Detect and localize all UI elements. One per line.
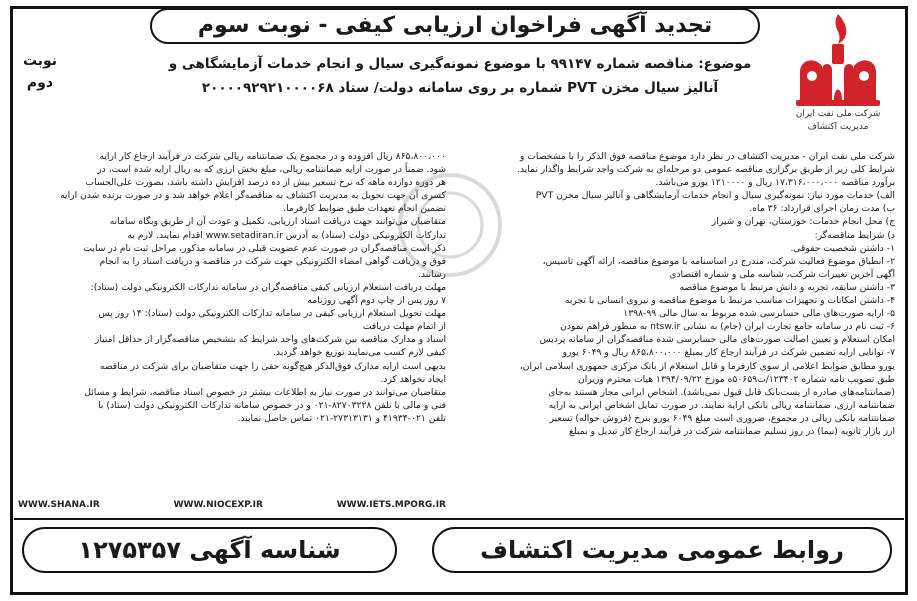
website-link-1[interactable]: WWW.IETS.MPORG.IR — [336, 500, 446, 510]
subject-heading — [155, 52, 765, 100]
paragraph-line: تلفن ۰۲۱-۴۱۹۳۴ و ۲۷۳۱۳۱۳۱-۰۲۱ تماس حاصل نمایند. — [237, 412, 446, 424]
footer-divider — [14, 518, 904, 520]
paragraph-line: آگهی آخرین تغییرات شرکت، شناسه ملی و شماره اقتصادی — [669, 268, 895, 280]
paragraph-line: هر دوره دوازده ماهه که نرخ تسعیر بیش از ده درصد افزایش داشته باشد، بصورت علی‌الحساب — [85, 177, 446, 189]
public-relations-signature: روابط عمومی مدیریت اکتشاف — [432, 527, 892, 573]
subject-line-2: آنالیز سیال مخزن PVT شماره بر روی سامانه دولت/ ستاد ۲۰۰۰۰۹۲۹۲۱۰۰۰۰۶۸ — [201, 80, 719, 96]
paragraph-line: مهلت تحویل استعلام ارزیابی کیفی در سامانه تدارکات الکترونیکی دولت (ستاد): ۱۴ روز پس — [98, 308, 446, 320]
body-column-left — [18, 150, 446, 490]
paragraph-line: الف) خدمات مورد نیاز: نمونه‌گیری سیال و انجام خدمات آزمایشگاهی و آنالیز سیال مخزن PVT — [535, 190, 895, 202]
paragraph-line: ذکر است مناقصه‌گران در صورت عدم عضویت قبلی در سامانه مذکور، مراحل ثبت نام در سایت — [83, 242, 446, 254]
paragraph-line: فنی و مالی با تلفن ۸۲۷۰۳۲۲۸-۰۲۱ و در خصوص سامانه تدارکات الکترونیکی دولت (ستاد) با — [98, 399, 446, 411]
paragraph-line: اسناد و مدارک مناقصه بین شرکت‌های واجد شرایط که بتشخیص مناقصه‌گزار از حداقل امتیاز — [94, 334, 446, 346]
paragraph-line: ارز بازار ثانویه (نیما) در روز تسلیم ضمانتنامه شرکت در فرآیند ارجاع کار تبدیل و بمبلغ — [568, 425, 895, 437]
paragraph-line: ۸۶۵،۸۰۰،۰۰۰ ریال افزوده و در مجموع یک ضمانتنامه ریالی شرکت در فرآیند ارجاع کار ارایه — [99, 151, 446, 162]
paragraph-line: شرکت ملی نفت ایران - مدیریت اکتشاف در نظر دارد موضوع مناقصه فوق الذکر را با مشخصات و — [519, 151, 895, 162]
paragraph-line: برآورد مناقصه ۱۷،۳۱۶،۰۰۰،۰۰۰ ریال و ۱۲۱۰۰۰۰ یورو می‌باشد. — [655, 177, 895, 189]
paragraph-line: ۷ روز پس از چاپ دوم آگهی روزنامه — [307, 295, 446, 307]
logo-caption-1: شرکت ملی نفت ایران — [795, 109, 881, 119]
website-links — [18, 500, 446, 510]
website-link-2[interactable]: WWW.NIOCEXP.IR — [173, 500, 263, 510]
side-tag-line-1: نوبت — [22, 53, 58, 69]
paragraph-line: ۳- داشتن سابقه، تجربه و دانش مرتبط با موضوع مناقصه — [679, 281, 895, 293]
paragraph-line: ۷- توانایی ارایه تضمین شرکت در فرآیند ارجاع کار بمبلغ ۸۶۵،۸۰۰،۰۰۰ ریال و ۶۰۴۹ یورو — [562, 347, 895, 359]
paragraph-line: (ضمانتنامه‌های صادره از پست‌بانک قابل قبول نمی‌باشد). اشخاص ایرانی مجاز هستند به‌جای — [548, 386, 895, 398]
paragraph-line: ۶- ثبت نام در سامانه جامع تجارت ایران (جام) به نشانی ntsw.ir به منظور فراهم نمودن — [560, 321, 895, 333]
paragraph-line: بدیهی است ارایه مدارک فوق‌الذکر هیچ‌گونه حقی را جهت متقاضیان برای شرکت در مناقصه — [99, 360, 446, 372]
paragraph-line: شود. ضمناً در صورت ارایه ضمانتنامه ریالی، مبلغ بخش ارزی که به ریال ارایه شده است، در — [97, 164, 446, 176]
paragraph-line: د) شرایط مناقصه‌گر: — [814, 229, 895, 241]
paragraph-line: ۵- ارایه صورت‌های مالی حسابرسی شده مربوط به سال مالی ۹۹-۱۳۹۸ — [623, 308, 895, 320]
subject-line-1: موضوع: مناقصه شماره ۹۹۱۴۷ با موضوع نمونه‌گیری سیال و انجام خدمات آزمایشگاهی و — [168, 56, 752, 72]
side-tag-line-2: دوم — [26, 75, 54, 91]
paragraph-line: ضمانتنامه بانکی ریالی در مجموع، ضروری است مبلغ ۶۰۴۹ یورو بنرخ (فروش حواله) تسعیر — [549, 412, 895, 424]
paragraph-line: ۲- انطباق موضوع فعالیت شرکت، مندرج در اساسنامه با موضوع مناقصه، ارائه آگهی تاسیس، — [542, 255, 895, 267]
page-title: تجدید آگهی فراخوان ارزیابی کیفی - نوبت سوم — [150, 8, 760, 44]
paragraph-line: از اتمام مهلت دریافت — [362, 321, 446, 333]
paragraph-line: تضمین انجام تعهدات طبق ضوابط کارفرما. — [283, 203, 446, 215]
paragraph-line: شرایط کلی زیر از طریق برگزاری مناقصه عمومی دو مرحله‌ای به شرکت واجد شرایط واگذار نماید. — [516, 164, 895, 176]
paragraph-line: رسانند. — [417, 268, 446, 280]
paragraph-line: یورو مطابق ضوابط اعلامی از سوی کارفرما و قابل استعلام از بانک مرکزی جمهوری اسلامی ایران، — [519, 360, 895, 372]
nioc-flame-logo-icon — [790, 10, 886, 108]
paragraph-line: مهلت دریافت استعلام ارزیابی کیفی مناقصه‌گران در سامانه تدارکات الکترونیکی دولت (ستاد): — [90, 281, 446, 293]
paragraph-line: ب) مدت زمان اجرای قرارداد: ۳۶ ماه. — [749, 203, 895, 215]
website-link-3[interactable]: WWW.SHANA.IR — [18, 500, 100, 510]
paragraph-line: طبق تصویب نامه شماره ۱۲۳۴۰۲/ت۵۰۶۵۹ه مورخ ۱۳۹۴/۰۹/۲۲ هیات محترم وزیران — [578, 373, 895, 385]
paragraph-line: کسری آن جهت تحویل به مدیریت اکتشاف به مناقصه‌گر اعلام خواهد شد و در صورت برنده شدن ارایه — [60, 190, 446, 202]
paragraph-line: ضمانتنامه ارزی، ضمانتنامه ریالی بانکی ارایه نمایند. در صورت تمایل اشخاص ایرانی به ارایه — [548, 399, 895, 411]
paragraph-line: ۴- داشتن امکانات و تجهیزات مناسب مرتبط با موضوع مناقصه و نیروی انسانی با تجربه — [564, 295, 895, 307]
nioc-logo — [775, 10, 901, 150]
paragraph-line: ج) محل انجام خدمات: خوزستان، تهران و شیراز — [711, 216, 895, 228]
logo-caption-2: مدیریت اکتشاف — [807, 122, 869, 132]
publication-round-tag — [18, 50, 62, 94]
ad-id-label: شناسه آگهی ۱۲۷۵۳۵۷ — [22, 527, 397, 573]
paragraph-line: ایجاد نخواهد کرد. — [380, 373, 446, 385]
paragraph-line: فوق و دریافت گواهی امضاء الکترونیکی جهت شرکت در مناقصه و دریافت اسناد را به انجام — [99, 255, 446, 267]
paragraph-line: تدارکات الکترونیکی دولت (ستاد) به آدرس www.setadiran.ir اقدام نمایند. لازم به — [127, 229, 446, 241]
paragraph-line: متقاضیان می‌توانند در صورت نیاز به اطلاعات بیشتر در خصوص اسناد مناقصه، شرایط و مسائل — [84, 386, 446, 398]
paragraph-line: متقاضیان می‌توانند جهت دریافت اسناد ارزیابی، تکمیل و عودت آن از طریق وبگاه سامانه — [109, 216, 446, 228]
paragraph-line: کیفی لازم کسب می‌نمایند توزیع خواهد گردید. — [273, 347, 446, 359]
paragraph-line: ۱- داشتن شخصیت حقوقی. — [790, 242, 895, 254]
body-column-right — [465, 150, 895, 490]
paragraph-line: امکان استعلام و تعیین اصالت صورت‌های مالی حسابرسی شده مناقصه‌گران از سامانه پردیس — [539, 334, 895, 346]
